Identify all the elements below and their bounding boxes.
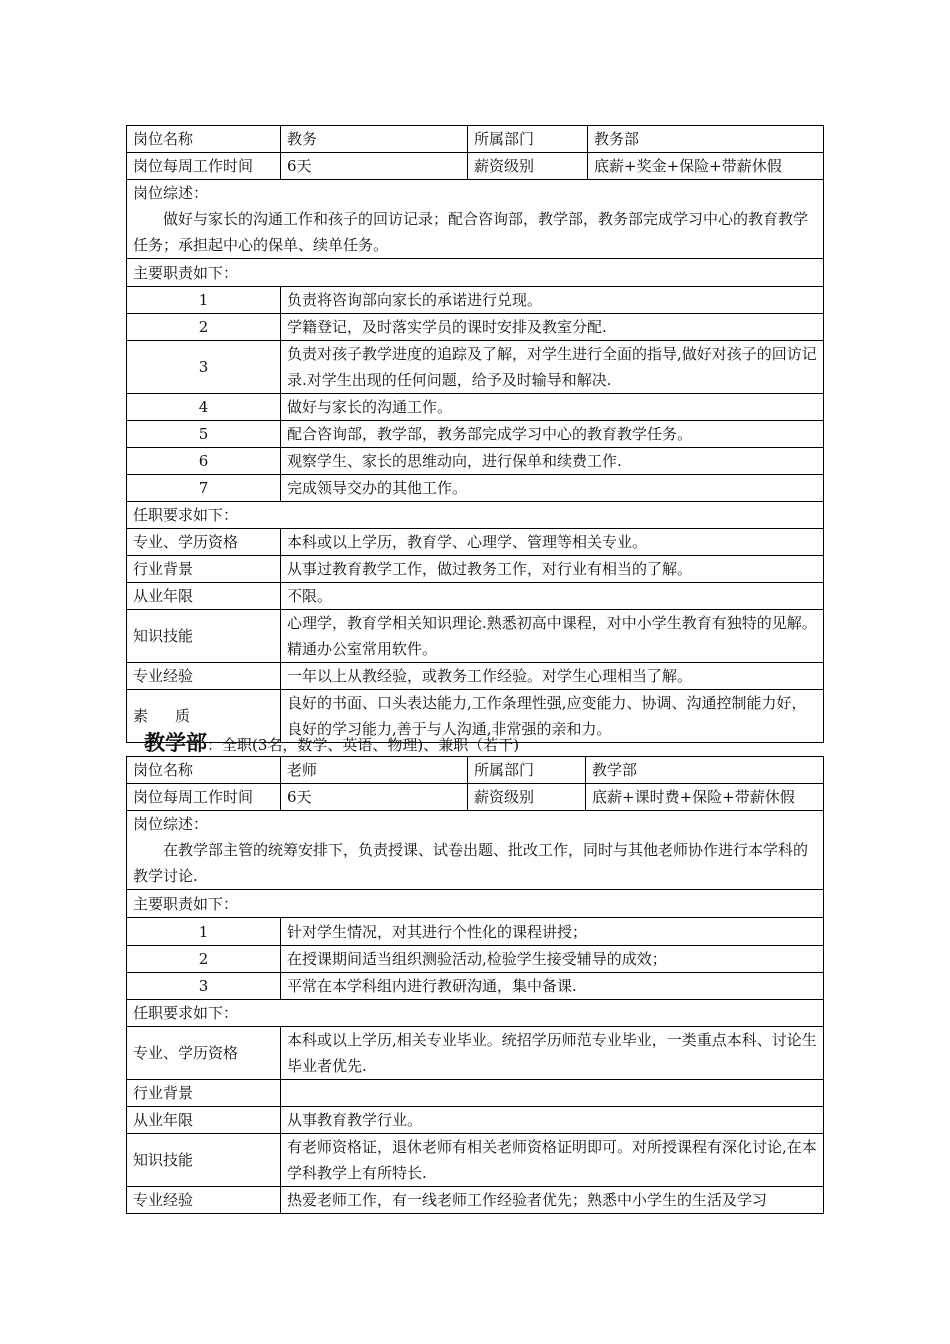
- requirement-label: 行业背景: [127, 556, 281, 583]
- requirement-text: 心理学，教育学相关知识理论.熟悉初高中课程，对中小学生教育有独特的见解。精通办公室常用软件。: [281, 610, 824, 663]
- duty-text: 在授课期间适当组织测验活动,检验学生接受辅导的成效；: [281, 946, 824, 973]
- duty-number: 7: [127, 475, 281, 502]
- requirement-text: 良好的书面、口头表达能力,工作条理性强,应变能力、协调、沟通控制能力好，良好的学习能力,善于与人沟通,非常强的亲和力。: [281, 690, 824, 743]
- requirement-text: [281, 1080, 824, 1107]
- requirement-label: 素质: [127, 690, 281, 743]
- post-name-label: 岗位名称: [127, 757, 281, 784]
- summary-label: 岗位综述：: [133, 184, 209, 202]
- summary-text: 做好与家长的沟通工作和孩子的回访记录；配合咨询部，教学部，教务部完成学习中心的教育教学任务；承担起中心的保单、续单任务。: [133, 210, 809, 254]
- requirement-text: 不限。: [281, 583, 824, 610]
- post-name-label: 岗位名称: [127, 126, 281, 153]
- requirement-label: 专业、学历资格: [127, 1027, 281, 1080]
- dept-value: 教务部: [588, 126, 824, 153]
- requirement-label: 知识技能: [127, 610, 281, 663]
- duty-number: 2: [127, 946, 281, 973]
- job-table-teacher: [126, 756, 824, 1214]
- duty-text: 做好与家长的沟通工作。: [281, 394, 824, 421]
- requirement-text: 从事教育教学行业。: [281, 1107, 824, 1134]
- summary-cell: [127, 811, 824, 890]
- duty-text: 平常在本学科组内进行教研沟通，集中备课.: [281, 973, 824, 1000]
- duty-text: 配合咨询部，教学部，教务部完成学习中心的教育教学任务。: [281, 421, 824, 448]
- hours-value: 6天: [281, 153, 468, 180]
- job-table-academic-affairs: [126, 125, 824, 743]
- salary-value: 底薪+课时费+保险+带薪休假: [586, 784, 824, 811]
- hours-label: 岗位每周工作时间: [127, 153, 281, 180]
- post-name-value: 老师: [281, 757, 468, 784]
- duty-number: 4: [127, 394, 281, 421]
- duty-text: 负责将咨询部向家长的承诺进行兑现。: [281, 287, 824, 314]
- requirement-text: 热爱老师工作，有一线老师工作经验者优先；熟悉中小学生的生活及学习: [281, 1187, 824, 1214]
- duty-number: 3: [127, 341, 281, 394]
- requirement-text: 本科或以上学历，教育学、心理学、管理等相关专业。: [281, 529, 824, 556]
- salary-label: 薪资级别: [468, 153, 588, 180]
- duty-text: 学籍登记，及时落实学员的课时安排及教室分配.: [281, 314, 824, 341]
- requirement-label: 从业年限: [127, 1107, 281, 1134]
- requirement-text: 从事过教育教学工作，做过教务工作，对行业有相当的了解。: [281, 556, 824, 583]
- requirement-text: 本科或以上学历,相关专业毕业。统招学历师范专业毕业，一类重点本科、讨论生毕业者优先.: [281, 1027, 824, 1080]
- requirement-label: 从业年限: [127, 583, 281, 610]
- duty-text: 负责对孩子教学进度的追踪及了解，对学生进行全面的指导,做好对孩子的回访记录.对学生出现的任何问题，给予及时输导和解决.: [281, 341, 824, 394]
- duty-number: 1: [127, 918, 281, 946]
- requirement-label: 专业经验: [127, 1187, 281, 1214]
- duties-label: 主要职责如下：: [127, 259, 824, 287]
- duty-number: 6: [127, 448, 281, 475]
- duty-number: 5: [127, 421, 281, 448]
- duty-text: 观察学生、家长的思维动向，进行保单和续费工作.: [281, 448, 824, 475]
- duty-text: 针对学生情况，对其进行个性化的课程讲授；: [281, 918, 824, 946]
- summary-label: 岗位综述：: [133, 815, 209, 833]
- requirement-text: 有老师资格证，退休老师有相关老师资格证明即可。对所授课程有深化讨论,在本学科教学上有所特长.: [281, 1134, 824, 1187]
- summary-cell: [127, 180, 824, 259]
- requirement-label: 行业背景: [127, 1080, 281, 1107]
- duty-text: 完成领导交办的其他工作。: [281, 475, 824, 502]
- dept-value: 教学部: [586, 757, 824, 784]
- requirements-label: 任职要求如下：: [127, 502, 824, 529]
- duty-number: 3: [127, 973, 281, 1000]
- dept-label: 所属部门: [468, 126, 588, 153]
- duties-label: 主要职责如下：: [127, 890, 824, 918]
- requirement-label: 专业经验: [127, 663, 281, 690]
- dept-label: 所属部门: [468, 757, 586, 784]
- salary-value: 底薪+奖金+保险+带薪休假: [588, 153, 824, 180]
- duty-number: 1: [127, 287, 281, 314]
- post-name-value: 教务: [281, 126, 468, 153]
- requirement-label: 知识技能: [127, 1134, 281, 1187]
- requirement-label: 专业、学历资格: [127, 529, 281, 556]
- hours-value: 6天: [281, 784, 468, 811]
- requirement-text: 一年以上从教经验，或教务工作经验。对学生心理相当了解。: [281, 663, 824, 690]
- salary-label: 薪资级别: [468, 784, 586, 811]
- summary-text: 在教学部主管的统筹安排下，负责授课、试卷出题、批改工作，同时与其他老师协作进行本学科的教学讨论.: [133, 841, 809, 885]
- requirements-label: 任职要求如下：: [127, 1000, 824, 1027]
- duty-number: 2: [127, 314, 281, 341]
- section-subtitle: ：全职(3名，数学、英语、物理)、兼职（若干): [207, 736, 520, 754]
- section-heading: [144, 730, 519, 758]
- hours-label: 岗位每周工作时间: [127, 784, 281, 811]
- section-title: 教学部: [144, 731, 207, 755]
